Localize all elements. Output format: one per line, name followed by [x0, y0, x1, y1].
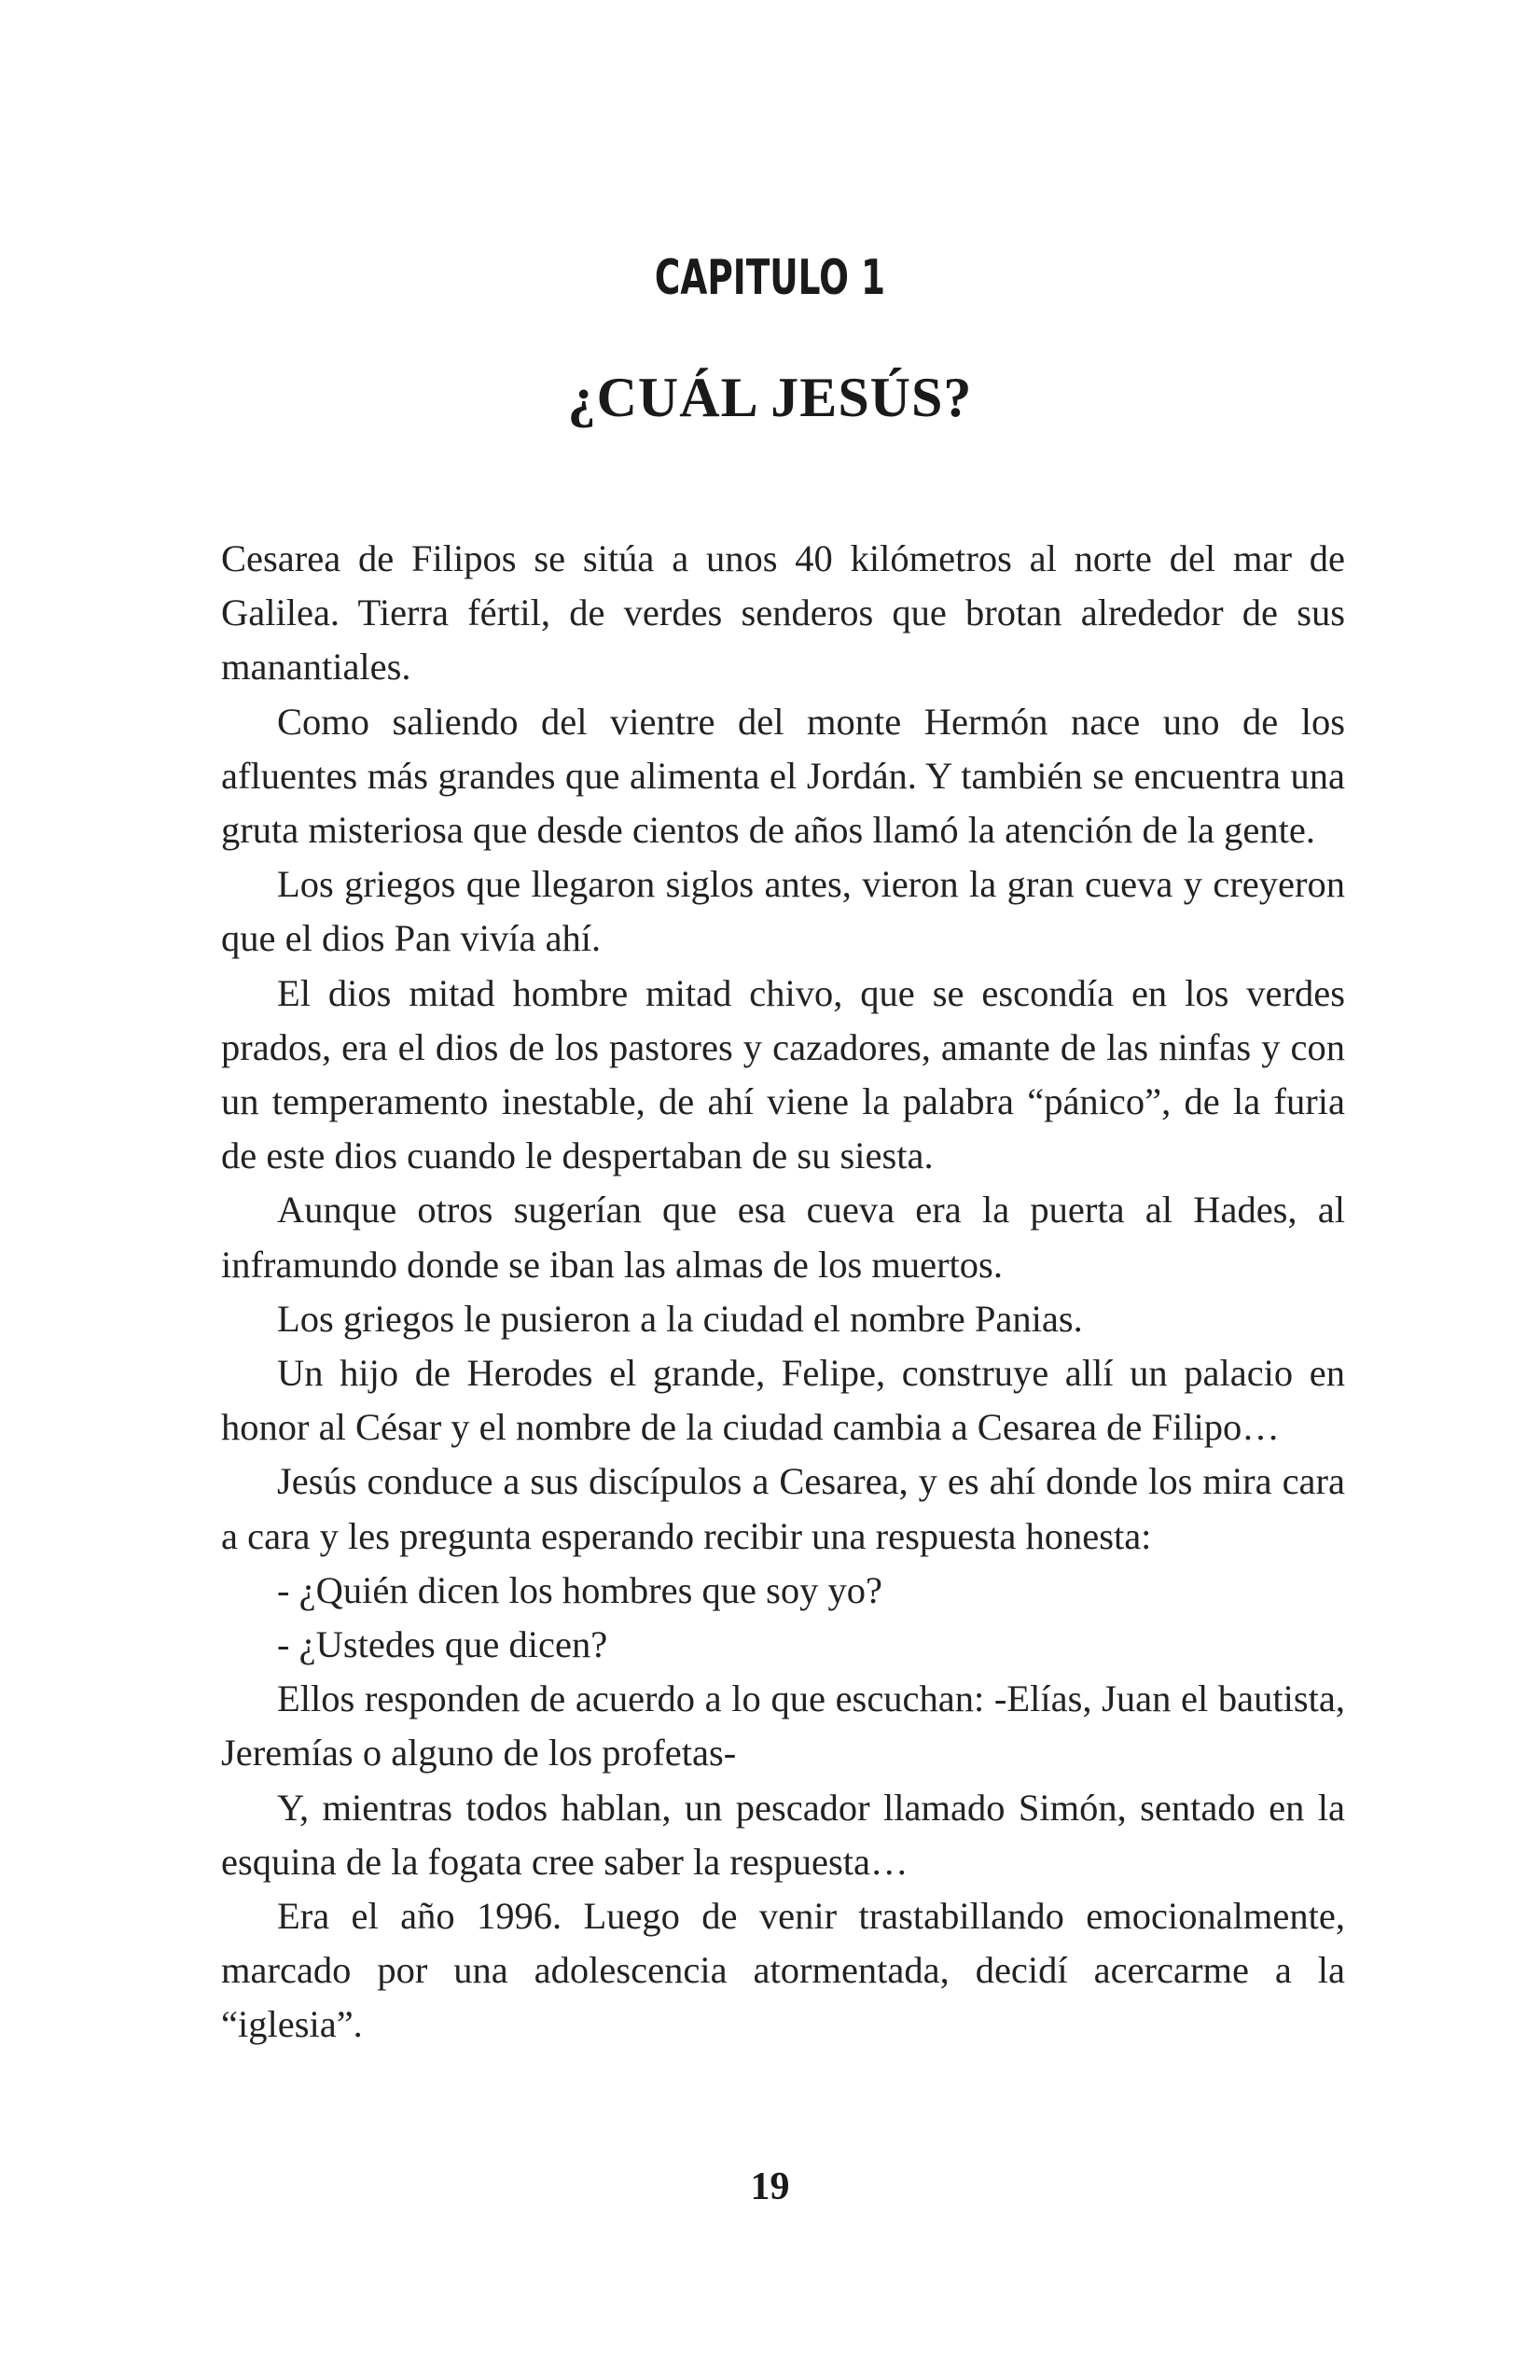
dialogue-line: - ¿Ustedes que dicen? — [277, 1623, 608, 1666]
paragraph: Jesús conduce a sus discípulos a Cesarea, y es ahí donde los mira cara a cara y les pregunta esperando recibir una respuesta honesta: — [221, 1460, 1345, 1557]
paragraph: Como saliendo del vientre del monte Hermón nace uno de los afluentes más grandes que alimenta el Jordán. Y también se encuentra una gruta misteriosa que desde cientos de años llamó la atención de la gente. — [221, 700, 1345, 852]
chapter-label: CAPITULO 1 — [654, 250, 886, 306]
paragraph: Ellos responden de acuerdo a lo que escuchan: -Elías, Juan el bautista, Jeremías o alguno de los profetas- — [221, 1677, 1345, 1775]
page-number: 19 — [750, 2165, 790, 2208]
paragraph: Era el año 1996. Luego de venir trastabillando emocionalmente, marcado por una adolescencia atormentada, decidí acercarme a la “iglesia”. — [221, 1895, 1345, 2046]
chapter-body — [221, 532, 1345, 2053]
paragraph: Los griegos le pusieron a la ciudad el nombre Panias. — [277, 1297, 1083, 1340]
chapter-title: ¿CUÁL JESÚS? — [567, 367, 973, 428]
dialogue-line: - ¿Quién dicen los hombres que soy yo? — [277, 1568, 882, 1611]
paragraph: Aunque otros sugerían que esa cueva era la puerta al Hades, al inframundo donde se iban las almas de los muertos. — [221, 1189, 1345, 1286]
paragraph: El dios mitad hombre mitad chivo, que se escondía en los verdes prados, era el dios de los pastores y cazadores, amante de las ninfas y con un temperamento inestable, de ahí viene la palabra “pánico”, de la furia de este dios cuando le despertaban de su siesta. — [221, 971, 1345, 1177]
paragraph: Y, mientras todos hablan, un pescador llamado Simón, sentado en la esquina de la fogata cree saber la respuesta… — [221, 1786, 1345, 1883]
paragraph: Los griegos que llegaron siglos antes, vieron la gran cueva y creyeron que el dios Pan vivía ahí. — [221, 863, 1345, 960]
paragraph: Cesarea de Filipos se sitúa a unos 40 kilómetros al norte del mar de Galilea. Tierra fértil, de verdes senderos que brotan alrededor de sus manantiales. — [221, 537, 1345, 689]
paragraph: Un hijo de Herodes el grande, Felipe, construye allí un palacio en honor al César y el nombre de la ciudad cambia a Cesarea de Filipo… — [221, 1352, 1345, 1449]
